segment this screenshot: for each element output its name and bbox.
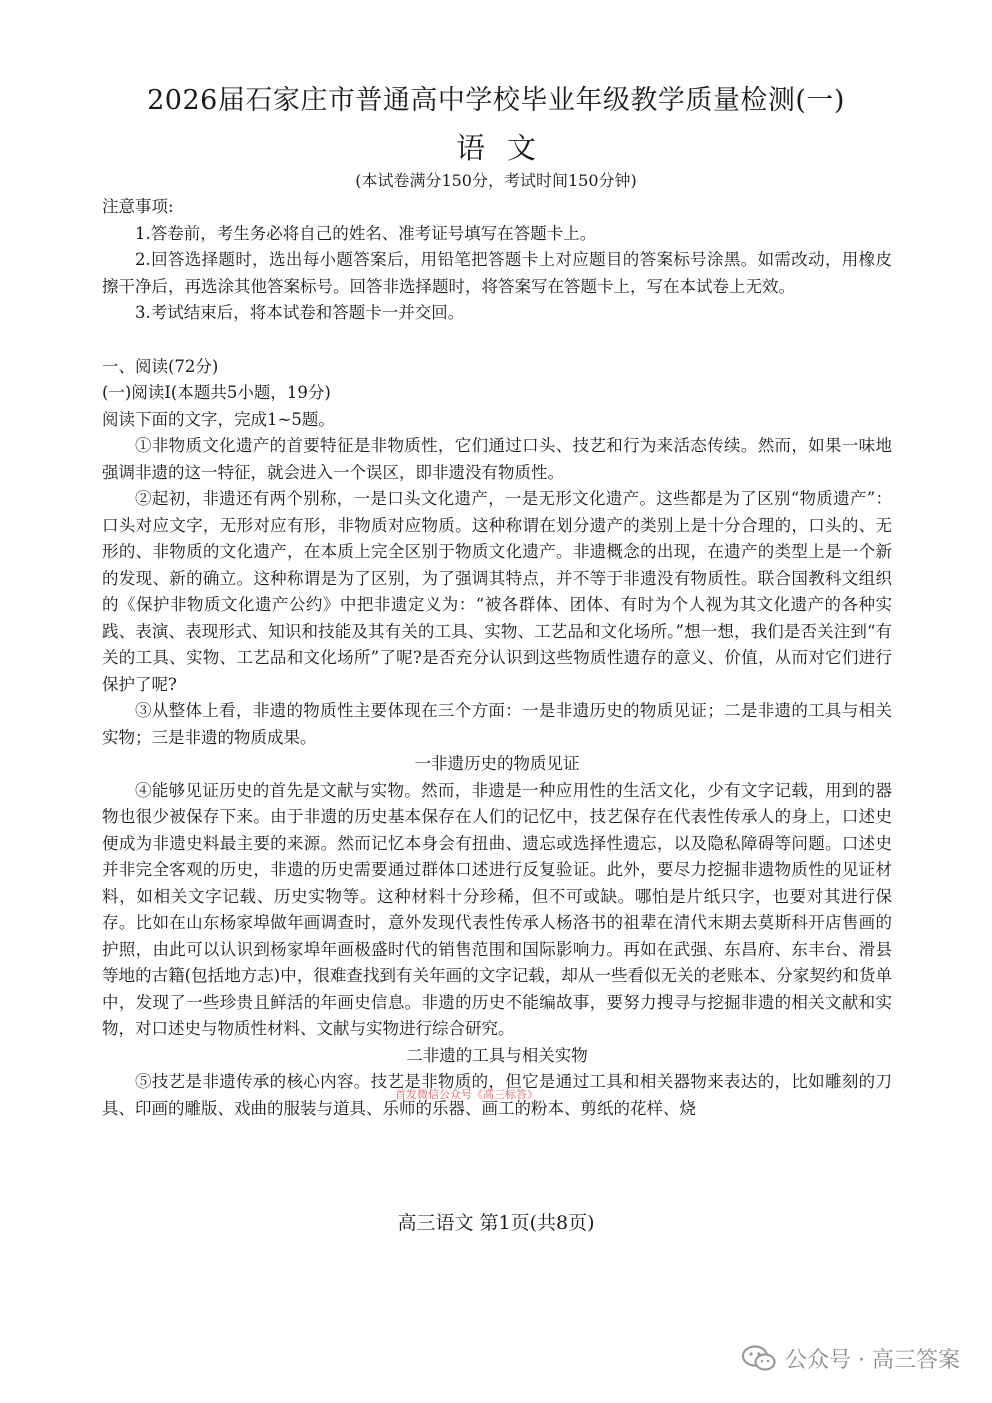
passage-paragraph-5: ⑤技艺是非遗传承的核心内容。技艺是非物质的，但它是通过工具和相关器物来表达的，比如雕刻的刀具、印画的雕版、戏曲的服装与道具、乐师的乐器、画工的粉本、剪纸的花样、烧 [102,1072,892,1118]
passage-paragraph-3: ③从整体上看，非遗的物质性主要体现在三个方面：一是非遗历史的物质见证；二是非遗的工具与相关实物；三是非遗的物质成果。 [102,701,892,747]
section-heading: 一、阅读(72分) [102,356,219,376]
notice-item: 2.回答选择题时，选出每小题答案后，用铅笔把答题卡上对应题目的答案标号涂黑。如需改动，用橡皮擦干净后，再选涂其他答案标号。回答非选择题时，将答案写在答题卡上，写在本试卷上无效。 [102,250,892,296]
passage-subheading-1: 一非遗历史的物质见证 [414,754,580,773]
passage-subheading-2: 二非遗的工具与相关实物 [406,1045,588,1065]
passage-paragraph-1: ①非物质文化遗产的首要特征是非物质性，它们通过口头、技艺和行为来活态传续。然而，如果一味地强调非遗的这一特征，就会进入一个误区，即非遗没有物质性。 [102,436,892,482]
notice-heading: 注意事项: [102,197,174,216]
passage-paragraph-2: ②起初，非遗还有两个别称，一是口头文化遗产，一是无形文化遗产。这些都是为了区别“物质遗产”：口头对应文字，无形对应有形，非物质对应物质。这种称谓在划分遗产的类别上是十分合理的，口头的、无形的、非物质的文化遗产，在本质上完全区别于物质文化遗产。非遗概念的出现，在遗产的类型上是一个新的发现、新的确立。这种称谓是为了区别，为了强调其特点，并不等于非遗没有物质性。联合国教科文组织的《保护非物质文化遗产公约》中把非遗定义为：“被各群体、团体、有时为个人视为其文化遗产的各种实践、表演、表现形式、知识和技能及其有关的工具、实物、工艺品和文化场所。”想一想，我们是否关注到“有关的工具、实物、工艺品和文化场所”了呢?是否充分认识到这些物质性遗存的意义、价值，从而对它们进行保护了呢? [102,489,892,694]
brand-label: 公众号 · 高三答案 [785,1348,960,1373]
section-instruction: 阅读下面的文字，完成1~5题。 [102,409,335,429]
watermark-text: 首发微信公众号《高三标答》 [395,1088,538,1101]
notice-item: 3.考试结束后，将本试卷和答题卡一并交回。 [135,303,465,322]
brand-watermark [741,1343,960,1374]
exam-info: (本试卷满分150分，考试时间150分钟) [355,171,637,190]
notice-item: 1.答卷前，考生务必将自己的姓名、准考证号填写在答题卡上。 [135,223,597,243]
section-subheading: (一)阅读Ⅰ(本题共5小题，19分) [102,383,331,402]
exam-title: 2026届石家庄市普通高中学校毕业年级教学质量检测(一) [147,85,845,116]
subject-title: 语文 [455,131,558,165]
page-footer: 高三语文 第1页(共8页) [397,1212,595,1234]
section-gap [102,327,892,354]
passage-paragraph-4: ④能够见证历史的首先是文献与实物。然而，非遗是一种应用性的生活文化，少有文字记载，用到的器物也很少被保存下来。由于非遗的历史基本保存在人们的记忆中，技艺保存在代表性传承人的身上，口述史便成为非遗史料最主要的来源。然而记忆本身会有扭曲、遗忘或选择性遗忘，以及隐私障碍等问题。口述史并非完全客观的历史，非遗的历史需要通过群体口述进行反复验证。此外，要尽力挖掘非遗物质性的见证材料，如相关文字记载、历史实物等。这种材料十分珍稀，但不可或缺。哪怕是片纸只字，也要对其进行保存。比如在山东杨家埠做年画调查时，意外发现代表性传承人杨洛书的祖辈在清代末期去莫斯科开店售画的护照，由此可以认识到杨家埠年画极盛时代的销售范围和国际影响力。再如在武强、东昌府、东丰台、滑县等地的古籍(包括地方志)中，很难查找到有关年画的文字记载，却从一些看似无关的老账本、分家契约和货单中，发现了一些珍贵且鲜活的年画史信息。非遗的历史不能编故事，要努力搜寻与挖掘非遗的相关文献和实物，对口述史与物质性材料、文献与实物进行综合研究。 [102,780,892,1038]
exam-body [102,194,892,1122]
wechat-icon [741,1345,777,1373]
